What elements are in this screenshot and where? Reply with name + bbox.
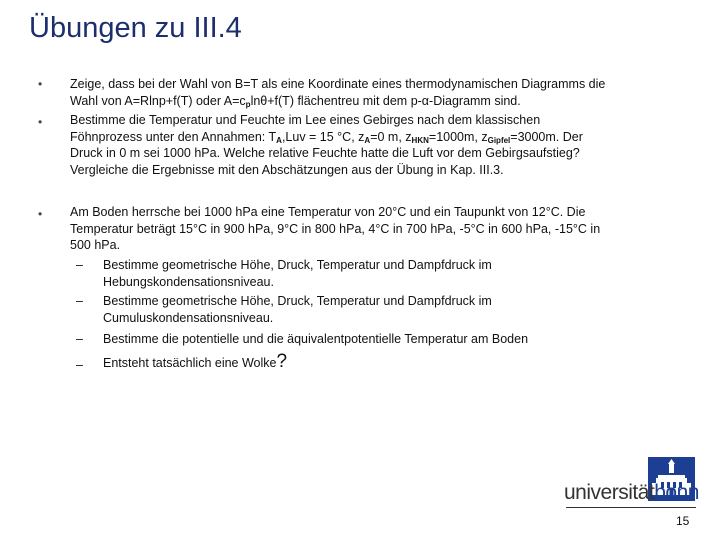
b1-line2a: Wahl von A=Rlnp+f(T) oder A=c — [70, 93, 246, 108]
bullet-marker: • — [38, 115, 43, 129]
subitem-2-line2: Cumuluskondensationsniveau. — [103, 310, 274, 325]
bullet-marker: • — [38, 77, 43, 91]
dash: – — [76, 358, 83, 372]
bullet-1-text — [70, 76, 680, 109]
subitem-4 — [76, 351, 676, 372]
bullet-2-text — [70, 112, 680, 178]
subitem-3 — [76, 331, 676, 348]
b1-line2b: lnθ+f(T) flächentreu mit dem p-α-Diagramm sind. — [250, 93, 521, 108]
subitem-2-line1: Bestimme geometrische Höhe, Druck, Temperatur und Dampfdruck im — [103, 294, 492, 308]
subitem-1-line2: Hebungskondensationsniveau. — [103, 274, 274, 289]
subitem-1-line1: Bestimme geometrische Höhe, Druck, Temperatur und Dampfdruck im — [103, 258, 492, 272]
dash: – — [76, 294, 83, 308]
dash: – — [76, 258, 83, 272]
page-number: 15 — [676, 514, 690, 528]
b2-line4: Vergleiche die Ergebnisse mit den Abschätzungen aus der Übung in Kap. III.3. — [70, 162, 504, 177]
page-title: Übungen zu III.4 — [29, 12, 242, 44]
bullet-marker: • — [38, 207, 43, 221]
b3-line2: Temperatur beträgt 15°C in 900 hPa, 9°C in 800 hPa, 4°C in 700 hPa, -5°C in 600 hPa, -15°C in — [70, 221, 601, 236]
b3-line3: 500 hPa. — [70, 238, 121, 252]
subitem-1 — [76, 257, 676, 290]
subitem-4-line1: Entsteht tatsächlich eine Wolke? — [103, 351, 288, 372]
dash: – — [76, 332, 83, 346]
b3-line1: Am Boden herrsche bei 1000 hPa eine Temperatur von 20°C und ein Taupunkt von 12°C. Die — [70, 205, 586, 219]
b2-line2: Föhnprozess unter den Annahmen: $T_A,Luv = 15$ °C, $z_A=0$ m, $z_{HKN}=1000m$, $z_{Gipfel}=3000m$. Der — [70, 129, 583, 145]
subitem-3-line1: Bestimme die potentielle und die äquivalentpotentielle Temperatur am Boden — [103, 332, 529, 346]
bullet-3-text — [70, 204, 680, 254]
b1-sub: p — [245, 99, 251, 109]
b2-line3: Druck in 0 m sei 1000 hPa. Welche relative Feuchte hatte die Luft vor dem Gebirgsaufstieg? — [70, 146, 580, 160]
logo-underline — [566, 507, 696, 508]
b2-line1: Bestimme die Temperatur und Feuchte im Lee eines Gebirges nach dem klassischen — [70, 113, 541, 127]
b1-line1: Zeige, dass bei der Wahl von B=T als eine Koordinate eines thermodynamischen Diagramms die — [70, 77, 606, 91]
university-logo-text: universitätbonn — [564, 481, 699, 504]
subitem-2 — [76, 293, 676, 326]
